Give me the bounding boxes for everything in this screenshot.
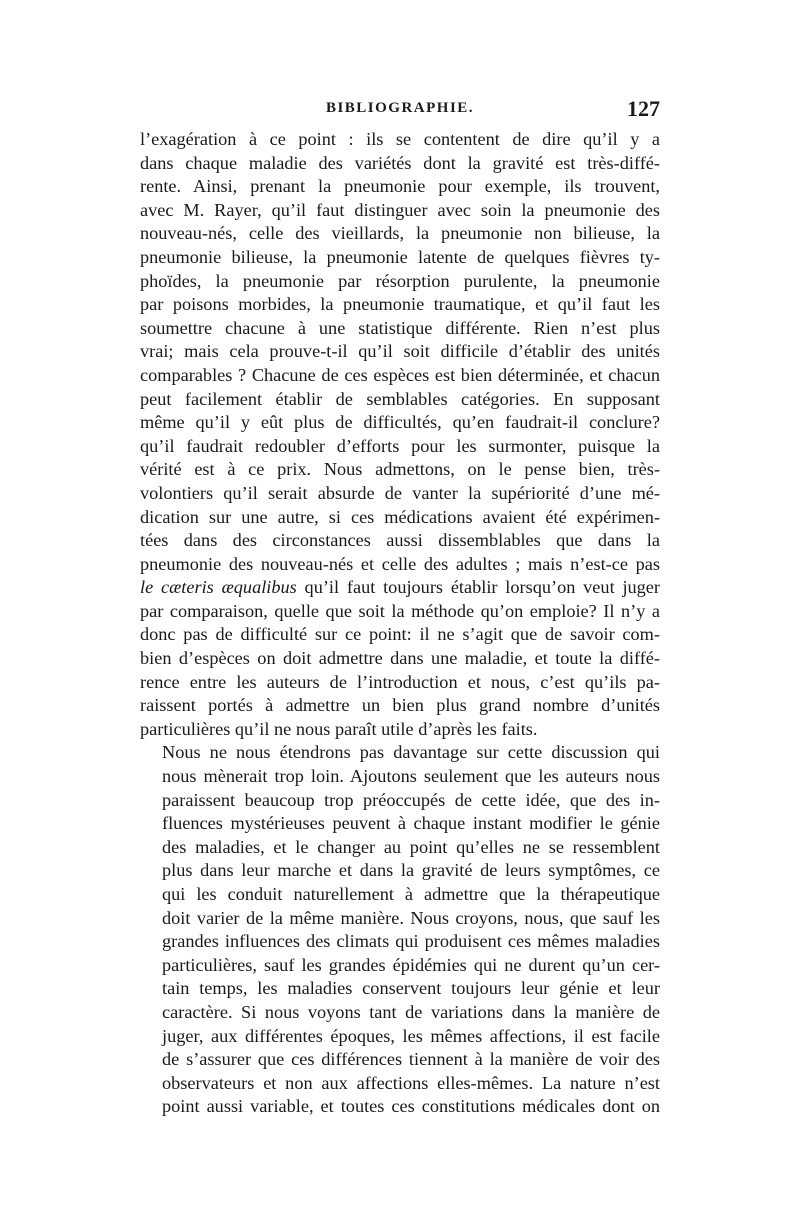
text-line-with-italic [140, 576, 660, 600]
text-line: donc pas de difficulté sur ce point: il ne s’agit que de savoir com- [140, 624, 660, 645]
text-line: raissent portés à admettre un bien plus grand nombre d’unités [140, 695, 660, 716]
page-number: 127 [627, 96, 660, 121]
text-line: tain temps, les maladies conservent toujours leur génie et leur [162, 978, 660, 999]
line-rest: qu’il faut toujours établir lorsqu’on veut juger [296, 577, 661, 598]
text-line: Nous ne nous étendrons pas davantage sur cette discussion qui [162, 742, 660, 763]
text-line: par comparaison, quelle que soit la méthode qu’on emploie? Il n’y a [140, 600, 660, 621]
text-line: point aussi variable, et toutes ces constitutions médicales dont on [162, 1096, 660, 1117]
text-line: rente. Ainsi, prenant la pneumonie pour exemple, ils trouvent, [140, 176, 660, 197]
text-line: rence entre les auteurs de l’introduction et nous, c’est qu’ils pa- [140, 671, 660, 692]
text-line: tées dans des circonstances aussi dissemblables que dans la [140, 530, 660, 551]
text-line: caractère. Si nous voyons tant de variations dans la manière de [162, 1001, 660, 1022]
text-line: qu’il faudrait redoubler d’efforts pour les surmonter, puisque la [140, 435, 660, 456]
paragraph-2 [140, 741, 660, 1119]
text-line: avec M. Rayer, qu’il faut distinguer avec soin la pneumonie des [140, 199, 660, 220]
text-line: particulières, sauf les grandes épidémies qui ne durent qu’un cer- [162, 954, 660, 975]
text-line: plus dans leur marche et dans la gravité de leurs symptômes, ce [162, 860, 660, 881]
text-line: volontiers qu’il serait absurde de vanter la supériorité d’une mé- [140, 482, 660, 503]
text-line: particulières qu’il ne nous paraît utile d’après les faits. [140, 718, 538, 739]
text-line: par poisons morbides, la pneumonie traumatique, et qu’il faut les [140, 294, 660, 315]
text-line: soumettre chacune à une statistique différente. Rien n’est plus [140, 317, 660, 338]
text-line: nouveau-nés, celle des vieillards, la pneumonie non bilieuse, la [140, 223, 660, 244]
italic-phrase: le cæteris æqualibus [140, 577, 297, 598]
text-line: phoïdes, la pneumonie par résorption purulente, la pneumonie [140, 270, 660, 291]
text-line: comparables ? Chacune de ces espèces est bien déterminée, et chacun [140, 364, 660, 385]
running-head: BIBLIOGRAPHIE. [325, 100, 475, 116]
paragraph-1 [140, 128, 660, 741]
text-line: des maladies, et le changer au point qu’elles ne se ressemblent [162, 836, 660, 857]
text-line: doit varier de la même manière. Nous croyons, nous, que sauf les [162, 907, 660, 928]
text-line: vérité est à ce prix. Nous admettons, on le pense bien, très- [140, 459, 660, 480]
text-line: pneumonie des nouveau-nés et celle des adultes ; mais n’est-ce pas [140, 553, 660, 574]
text-line: fluences mystérieuses peuvent à chaque instant modifier le génie [162, 813, 660, 834]
text-line: pneumonie bilieuse, la pneumonie latente de quelques fièvres ty- [140, 246, 660, 267]
text-line: dication sur une autre, si ces médications avaient été expérimen- [140, 506, 660, 527]
text-line: juger, aux différentes époques, les mêmes affections, il est facile [162, 1025, 660, 1046]
text-line: observateurs et non aux affections elles-mêmes. La nature n’est [162, 1072, 660, 1093]
text-line: bien d’espèces on doit admettre dans une maladie, et toute la diffé- [140, 648, 660, 669]
text-line: paraissent beaucoup trop préoccupés de cette idée, que des in- [162, 789, 660, 810]
body-text [140, 128, 660, 1119]
page-header [140, 96, 660, 126]
text-line: de s’assurer que ces différences tiennent à la manière de voir des [162, 1049, 660, 1070]
text-line: nous mènerait trop loin. Ajoutons seulement que les auteurs nous [162, 766, 660, 787]
text-line: l’exagération à ce point : ils se contentent de dire qu’il y a [140, 129, 660, 149]
text-line: grandes influences des climats qui produisent ces mêmes maladies [162, 931, 660, 952]
text-line: qui les conduit naturellement à admettre que la thérapeutique [162, 884, 660, 904]
text-line: vrai; mais cela prouve-t-il qu’il soit difficile d’établir des unités [140, 341, 660, 362]
text-line: dans chaque maladie des variétés dont la gravité est très-diffé- [140, 152, 660, 173]
text-line: peut facilement établir de semblables catégories. En supposant [140, 388, 660, 409]
text-line: même qu’il y eût plus de difficultés, qu’en faudrait-il conclure? [140, 412, 660, 433]
